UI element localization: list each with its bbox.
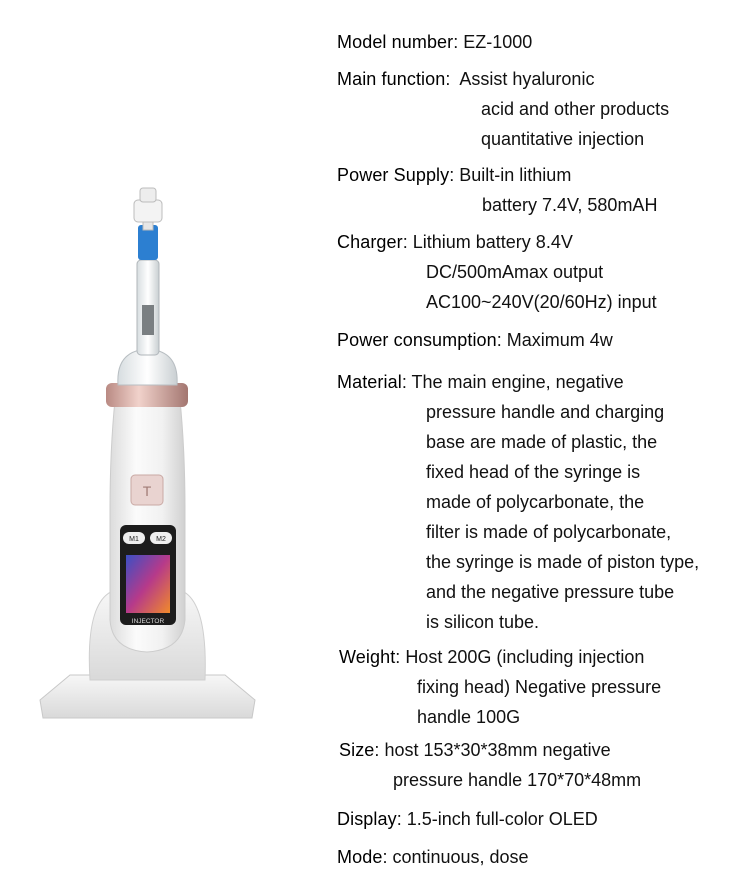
spec-value: quantitative injection — [481, 129, 645, 149]
spec-value: host 153*30*38mm negative — [384, 740, 611, 760]
injector-device-illustration — [30, 180, 270, 740]
spec-value: DC/500mAmax output — [426, 262, 604, 282]
spec-label: Power Supply — [337, 165, 450, 185]
spec-weight: Weight: Host 200G (including injection fixing head) Negative pressure handle 100G — [339, 642, 661, 732]
spec-value: fixed head of the syringe is — [426, 462, 641, 482]
spec-value: the syringe is made of piston type, — [426, 552, 700, 572]
spec-value: base are made of plastic, the — [426, 432, 658, 452]
product-image — [30, 180, 270, 740]
spec-value: acid and other products — [481, 99, 670, 119]
spec-label: Model number — [337, 32, 454, 52]
spec-label: Size — [339, 740, 375, 760]
spec-model-number: Model number: EZ-1000 — [337, 32, 533, 52]
spec-value: Assist hyaluronic — [459, 69, 595, 89]
spec-label: Material — [337, 372, 402, 392]
spec-label: Weight — [339, 647, 396, 667]
spec-main-function: Main function: Assist hyaluronic acid and other products quantitative injection — [337, 64, 669, 154]
spec-value: and the negative pressure tube — [426, 582, 675, 602]
display-screen — [126, 555, 170, 613]
spec-value: 1.5-inch full-color OLED — [406, 809, 598, 829]
spec-value: AC100~240V(20/60Hz) input — [426, 292, 657, 312]
spec-value: made of polycarbonate, the — [426, 492, 645, 512]
spec-value: pressure handle and charging — [426, 402, 665, 422]
svg-text:T: T — [142, 483, 152, 499]
spec-value: fixing head) Negative pressure — [417, 677, 662, 697]
spec-label: Power consumption — [337, 330, 497, 350]
spec-value: is silicon tube. — [426, 612, 540, 632]
spec-power-consumption: Power consumption: Maximum 4w — [337, 330, 613, 350]
spec-mode: Mode: continuous, dose — [337, 847, 529, 867]
spec-value: Lithium battery 8.4V — [412, 232, 573, 252]
spec-value: filter is made of polycarbonate, — [426, 522, 672, 542]
spec-value: pressure handle 170*70*48mm — [393, 770, 642, 790]
spec-label: Main function — [337, 69, 446, 89]
m1-label: M1 — [129, 536, 139, 543]
spec-label: Display — [337, 809, 397, 829]
spec-label: Mode — [337, 847, 383, 867]
spec-value: Built-in lithium — [459, 165, 572, 185]
m2-label: M2 — [156, 536, 166, 543]
spec-display: Display: 1.5-inch full-color OLED — [337, 809, 598, 829]
spec-value: continuous, dose — [392, 847, 529, 867]
spec-value: battery 7.4V, 580mAH — [482, 195, 658, 215]
spec-power-supply: Power Supply: Built-in lithium battery 7.4V, 580mAH — [337, 160, 657, 220]
spec-value: handle 100G — [417, 707, 521, 727]
brand-text: INJECTOR — [131, 618, 165, 625]
spec-charger: Charger: Lithium battery 8.4V DC/500mAmax output AC100~240V(20/60Hz) input — [337, 227, 657, 317]
spec-size: Size: host 153*30*38mm negative pressure handle 170*70*48mm — [339, 735, 641, 795]
spec-material: Material: The main engine, negative pressure handle and charging base are made of plastic, the fixed head of the syringe is made of polycarbonate, the filter is made of polycarbonate, the syringe is made of piston type, and the negative pressure tube is silicon tube. — [337, 367, 699, 637]
spec-value: EZ-1000 — [463, 32, 533, 52]
spec-value: Maximum 4w — [506, 330, 613, 350]
spec-label: Charger — [337, 232, 403, 252]
spec-value: The main engine, negative — [411, 372, 624, 392]
spec-value: Host 200G (including injection — [405, 647, 645, 667]
